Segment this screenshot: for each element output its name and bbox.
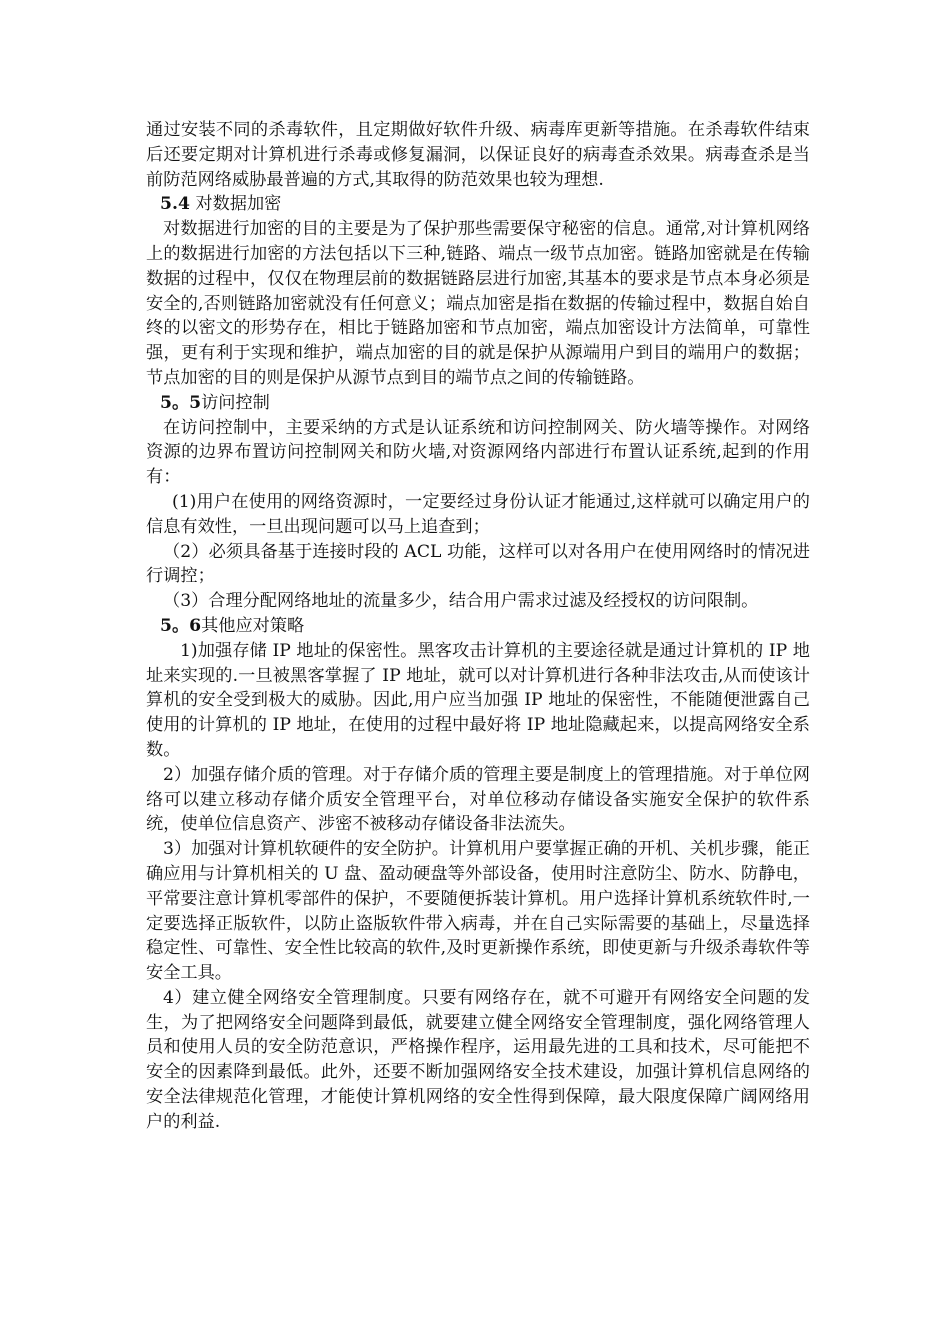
paragraph-data-encryption: 对数据进行加密的目的主要是为了保护那些需要保守秘密的信息。通常,对计算机网络上的数据进行加密的方法包括以下三种,链路、端点一级节点加密。链路加密就是在传输数据的过程中，仅仅在物理层前的数据链路层进行加密,其基本的要求是节点本身必须是安全的,否则链路加密就没有任何意义；端点加密是指在数据的传输过程中，数据自始自终的以密文的形势存在，相比于链路加密和节点加密，端点加密设计方法简单，可靠性强，更有利于实现和维护，端点加密的目的就是保护从源端用户到目的端用户的数据；节点加密的目的则是保护从源节点到目的端节点之间的传输链路。 [146, 219, 810, 388]
section-title: 对数据加密 [195, 194, 282, 215]
list-item-strategy-4: 4）建立健全网络安全管理制度。只要有网络存在，就不可避开有网络安全问题的发生，为了把网络安全问题降到最低，就要建立健全网络安全管理制度，强化网络管理人员和使用人员的安全防范意识，严格操作程序，运用最先进的工具和技术，尽可能把不安全的因素降到最低。此外，还要不断加强网络安全技术建设，加强计算机信息网络的安全法律规范化管理，才能使计算机网络的安全性得到保障，最大限度保障广阔网络用户的利益. [146, 987, 810, 1132]
section-heading-5-6 [146, 614, 810, 639]
document-page [146, 118, 810, 1135]
section-title: 其他应对策略 [201, 615, 305, 636]
list-item-strategy-3: 3）加强对计算机软硬件的安全防护。计算机用户要掌握正确的开机、关机步骤，能正确应用与计算机相关的 U 盘、盈动硬盘等外部设备，使用时注意防尘、防水、防静电，平常要注意计算机零部件的保护，不要随便拆装计算机。用户选择计算机系统软件时,一定要选择正版软件，以防止盗版软件带入病毒，并在自己实际需要的基础上，尽量选择稳定性、可靠性、安全性比较高的软件,及时更新操作系统，即使更新与升级杀毒软件等安全工具。 [146, 839, 810, 984]
section-heading-5-4 [146, 192, 810, 217]
section-number: 5.4 [160, 194, 190, 215]
list-item-access-3: （3）合理分配网络地址的流量多少，结合用户需求过滤及经授权的访问限制。 [163, 591, 759, 612]
list-item-strategy-1: 1)加强存储 IP 地址的保密性。黑客攻击计算机的主要途径就是通过计算机的 IP 地址来实现的.一旦被黑客掌握了 IP 地址，就可以对计算机进行各种非法攻击,从而使该计算机的安全受到极大的威胁。因此,用户应当加强 IP 地址的保密性，不能随便泄露自己使用的计算机的 IP 地址，在使用的过程中最好将 IP 地址隐藏起来，以提高网络安全系数。 [146, 640, 810, 760]
paragraph-antivirus: 通过安装不同的杀毒软件，且定期做好软件升级、病毒库更新等措施。在杀毒软件结束后还要定期对计算机进行杀毒或修复漏洞，以保证良好的病毒查杀效果。病毒查杀是当前防范网络威胁最普遍的方式,其取得的防范效果也较为理想. [146, 120, 810, 190]
section-number: 5。6 [160, 615, 202, 636]
section-heading-5-5 [146, 391, 810, 416]
list-item-strategy-2: 2）加强存储介质的管理。对于存储介质的管理主要是制度上的管理措施。对于单位网络可以建立移动存储介质安全管理平台，对单位移动存储设备实施安全保护的软件系统，使单位信息资产、涉密不被移动存储设备非法流失。 [146, 764, 810, 835]
list-item-access-2: （2）必须具备基于连接时段的 ACL 功能，这样可以对各用户在使用网络时的情况进行调控； [146, 541, 810, 587]
section-number: 5。5 [160, 392, 202, 413]
list-item-access-1: (1)用户在使用的网络资源时，一定要经过身份认证才能通过,这样就可以确定用户的信息有效性，一旦出现问题可以马上追查到； [146, 491, 810, 537]
paragraph-access-control: 在访问控制中，主要采纳的方式是认证系统和访问控制网关、防火墙等操作。对网络资源的边界布置访问控制网关和防火墙,对资源网络内部进行布置认证系统,起到的作用有： [146, 417, 810, 488]
section-title: 访问控制 [201, 392, 270, 413]
